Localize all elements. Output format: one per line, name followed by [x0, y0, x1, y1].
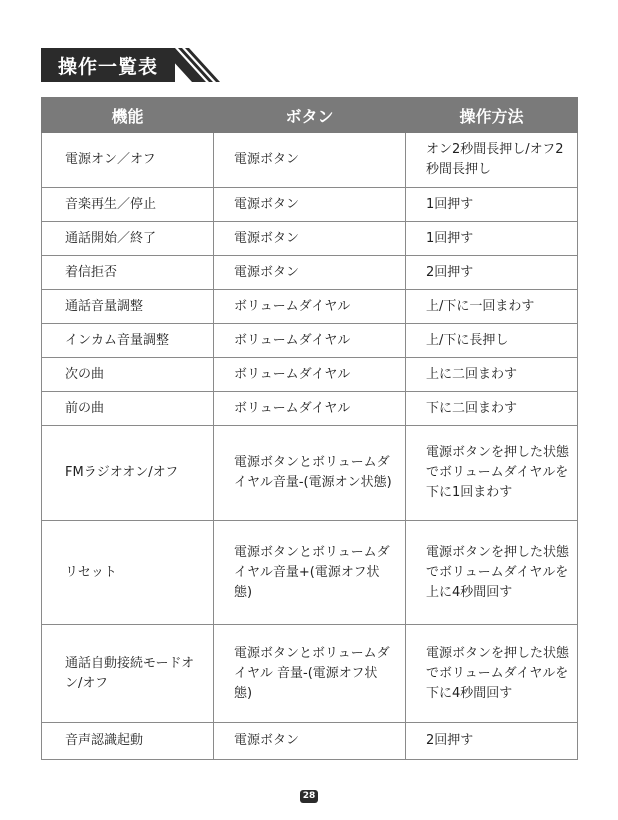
table-row — [42, 133, 578, 188]
method-cell: 1回押す — [406, 222, 578, 256]
button-cell: 電源ボタン — [214, 222, 406, 256]
table-row — [42, 222, 578, 256]
button-cell: ボリュームダイヤル — [214, 324, 406, 358]
page-title: 操作一覧表 — [41, 48, 175, 82]
method-cell: 電源ボタンを押した状態でボリュームダイヤルを上に4秒間回す — [406, 521, 578, 625]
method-cell: 上/下に長押し — [406, 324, 578, 358]
table-row — [42, 723, 578, 760]
operations-table — [41, 97, 578, 760]
button-cell: 電源ボタン — [214, 256, 406, 290]
header-button: ボタン — [214, 98, 406, 133]
function-cell: 通話開始／終了 — [42, 222, 214, 256]
method-cell: 上に二回まわす — [406, 358, 578, 392]
button-cell: ボリュームダイヤル — [214, 392, 406, 426]
method-cell: 下に二回まわす — [406, 392, 578, 426]
button-cell: 電源ボタン — [214, 188, 406, 222]
function-cell: 音楽再生／停止 — [42, 188, 214, 222]
function-cell: 通話音量調整 — [42, 290, 214, 324]
page-number: 28 — [300, 790, 318, 803]
button-cell: 電源ボタン — [214, 133, 406, 188]
function-cell: リセット — [42, 521, 214, 625]
table-row — [42, 358, 578, 392]
button-cell: 電源ボタンとボリュームダイヤル音量+(電源オフ状態) — [214, 521, 406, 625]
button-cell: 電源ボタンとボリュームダイヤル音量-(電源オン状態) — [214, 426, 406, 521]
method-cell: 1回押す — [406, 188, 578, 222]
table-row — [42, 290, 578, 324]
function-cell: 前の曲 — [42, 392, 214, 426]
table-row — [42, 392, 578, 426]
function-cell: 通話自動接続モードオン/オフ — [42, 625, 214, 723]
table-row — [42, 426, 578, 521]
table-row — [42, 324, 578, 358]
method-cell: 2回押す — [406, 723, 578, 760]
button-cell: 電源ボタン — [214, 723, 406, 760]
table-row — [42, 521, 578, 625]
title-stripes-decoration — [161, 48, 221, 82]
table-row — [42, 188, 578, 222]
section-title-banner — [41, 48, 221, 82]
table-row — [42, 256, 578, 290]
button-cell: ボリュームダイヤル — [214, 358, 406, 392]
header-method: 操作方法 — [406, 98, 578, 133]
function-cell: 着信拒否 — [42, 256, 214, 290]
method-cell: 2回押す — [406, 256, 578, 290]
method-cell: 電源ボタンを押した状態でボリュームダイヤルを下に1回まわす — [406, 426, 578, 521]
button-cell: ボリュームダイヤル — [214, 290, 406, 324]
method-cell: 上/下に一回まわす — [406, 290, 578, 324]
function-cell: 次の曲 — [42, 358, 214, 392]
method-cell: 電源ボタンを押した状態でボリュームダイヤルを下に4秒間回す — [406, 625, 578, 723]
function-cell: 音声認識起動 — [42, 723, 214, 760]
function-cell: 電源オン／オフ — [42, 133, 214, 188]
function-cell: インカム音量調整 — [42, 324, 214, 358]
button-cell: 電源ボタンとボリュームダイヤル 音量-(電源オフ状態) — [214, 625, 406, 723]
table-row — [42, 625, 578, 723]
header-function: 機能 — [42, 98, 214, 133]
function-cell: FMラジオオン/オフ — [42, 426, 214, 521]
method-cell: オン2秒間長押し/オフ2秒間長押し — [406, 133, 578, 188]
table-header-row — [42, 98, 578, 133]
